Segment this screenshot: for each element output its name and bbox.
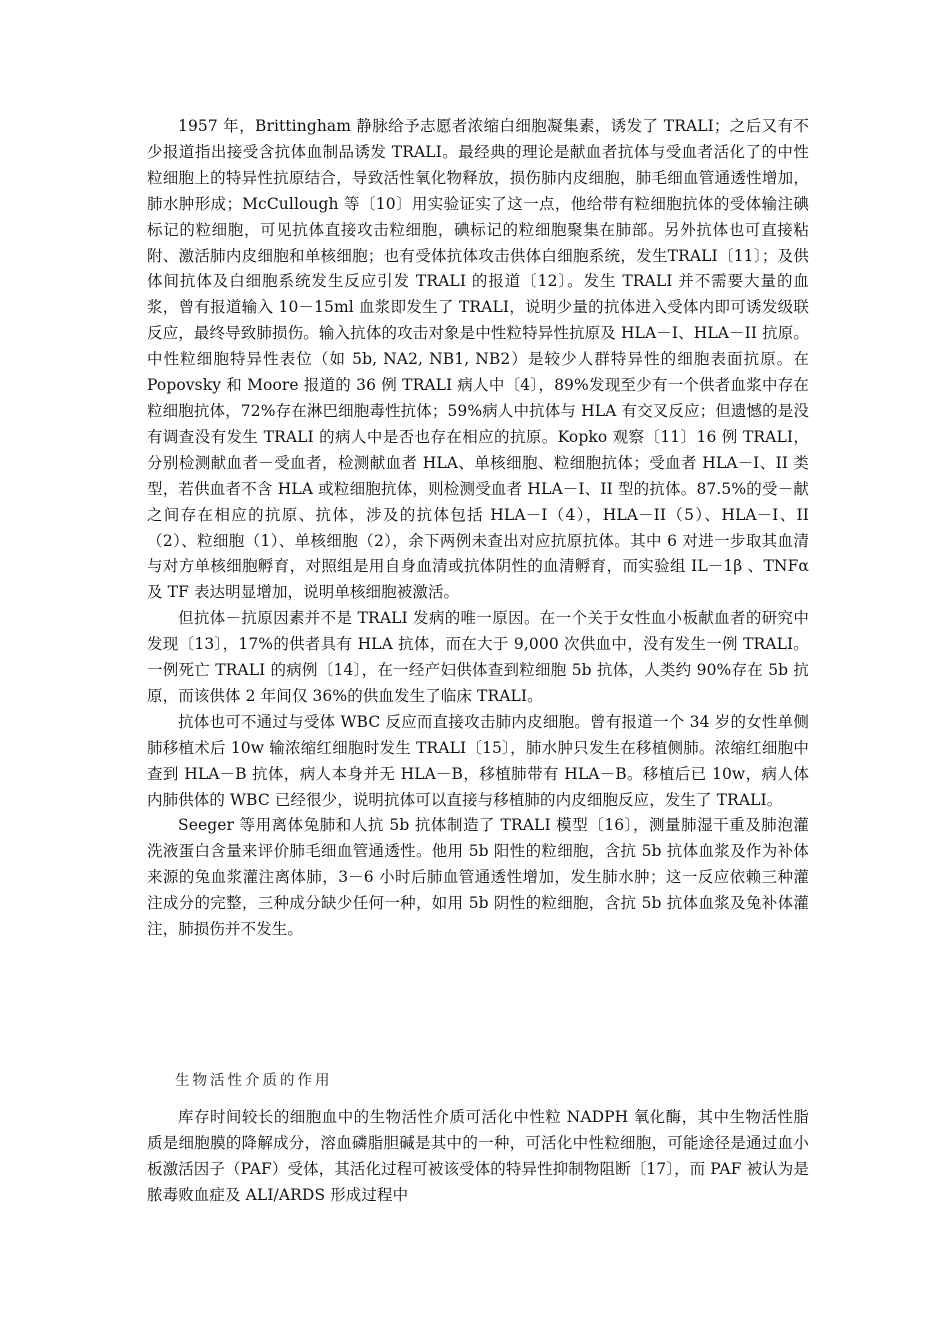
paragraph-4: Seeger 等用离体兔肺和人抗 5b 抗体制造了 TRALI 模型〔16〕，测量肺湿干重及肺泡灌洗液蛋白含量来评价肺毛细血管通透性。他用 5b 阳性的粒细胞，含抗 5b 抗体血浆及作为补体来源的兔血浆灌注离体肺，3－6 小时后肺血管通透性增加，发生肺水肿；这一反应依赖三种灌注成分的完整，三种成分缺少任何一种，如用 5b 阴性的粒细胞，含抗 5b 抗体血浆及兔补体灌注，肺损伤并不发生。 xyxy=(147,816,809,939)
paragraph-5: 库存时间较长的细胞血中的生物活性介质可活化中性粒 NADPH 氧化酶，其中生物活性脂质是细胞膜的降解成分，溶血磷脂胆碱是其中的一种，可活化中性粒细胞，可能途径是通过血小板激活因子（PAF）受体，其活化过程可被该受体的特异性抑制物阻断〔17〕，而 PAF 被认为是脓毒败血症及 ALI/ARDS 形成过程中 xyxy=(147,1108,809,1204)
body-section-1 xyxy=(147,114,809,943)
paragraph-3: 抗体也可不通过与受体 WBC 反应而直接攻击肺内皮细胞。曾有报道一个 34 岁的女性单侧肺移植术后 10w 输浓缩红细胞时发生 TRALI〔15〕，肺水肿只发生在移植侧肺。浓缩红细胞中查到 HLA－B 抗体，病人本身并无 HLA－B，移植肺带有 HLA－B。移植后已 10w，病人体内肺供体的 WBC 已经很少，说明抗体可以直接与移植肺的内皮细胞反应，发生了 TRALI。 xyxy=(147,712,809,809)
paragraph-2: 但抗体－抗原因素并不是 TRALI 发病的唯一原因。在一个关于女性血小板献血者的研究中发现〔13〕，17%的供者具有 HLA 抗体，而在大于 9,000 次供血中，没有发生一例 TRALI。一例死亡 TRALI 的病例〔14〕，在一经产妇供体查到粒细胞 5b 抗体，人类约 90%存在 5b 抗原，而该供体 2 年间仅 36%的供血发生了临床 TRALI。 xyxy=(147,609,809,705)
section-heading: 生物活性介质的作用 xyxy=(175,1073,333,1089)
paragraph-1: 1957 年，Brittingham 静脉给予志愿者浓缩白细胞凝集素，诱发了 TRALI；之后又有不少报道指出接受含抗体血制品诱发 TRALI。最经典的理论是献血者抗体与受血者活化了的中性粒细胞上的特异性抗原结合，导致活性氧化物释放，损伤肺内皮细胞，肺毛细血管通透性增加，肺水肿形成；McCullough 等〔10〕用实验证实了这一点，他给带有粒细胞抗体的受体输注碘标记的粒细胞，可见抗体直接攻击粒细胞，碘标记的粒细胞聚集在肺部。另外抗体也可直接粘附、激活肺内皮细胞和单核细胞；也有受体抗体攻击供体白细胞系统，发生TRALI〔11〕；及供体间抗体及白细胞系统发生反应引发 TRALI 的报道〔12〕。发生 TRALI 并不需要大量的血浆，曾有报道输入 10－15ml 血浆即发生了 TRALI，说明少量的抗体进入受体内即可诱发级联反应，最终导致肺损伤。输入抗体的攻击对象是中性粒特异性抗原及 HLA－I、HLA－II 抗原。中性粒细胞特异性表位（如 5b, NA2, NB1, NB2）是较少人群特异性的细胞表面抗原。在 Popovsky 和 Moore 报道的 36 例 TRALI 病人中〔4〕，89%发现至少有一个供者血浆中存在粒细胞抗体，72%存在淋巴细胞毒性抗体；59%病人中抗体与 HLA 有交叉反应；但遗憾的是没有调查没有发生 TRALI 的病人中是否也存在相应的抗原。Kopko 观察〔11〕16 例 TRALI，分别检测献血者－受血者，检测献血者 HLA、单核细胞、粒细胞抗体；受血者 HLA－I、II 类型，若供血者不含 HLA 或粒细胞抗体，则检测受血者 HLA－I、II 型的抗体。87.5%的受－献之间存在相应的抗原、抗体，涉及的抗体包括 HLA－I（4），HLA－II（5）、HLA－I、II（2）、粒细胞（1）、单核细胞（2），余下两例未查出对应抗原抗体。其中 6 对进一步取其血清与对方单核细胞孵育，对照组是用自身血清或抗体阴性的血清孵育，而实验组 IL－1β 、TNFα 及 TF 表达明显增加，说明单核细胞被激活。 xyxy=(147,117,809,602)
body-section-2 xyxy=(147,1105,809,1209)
